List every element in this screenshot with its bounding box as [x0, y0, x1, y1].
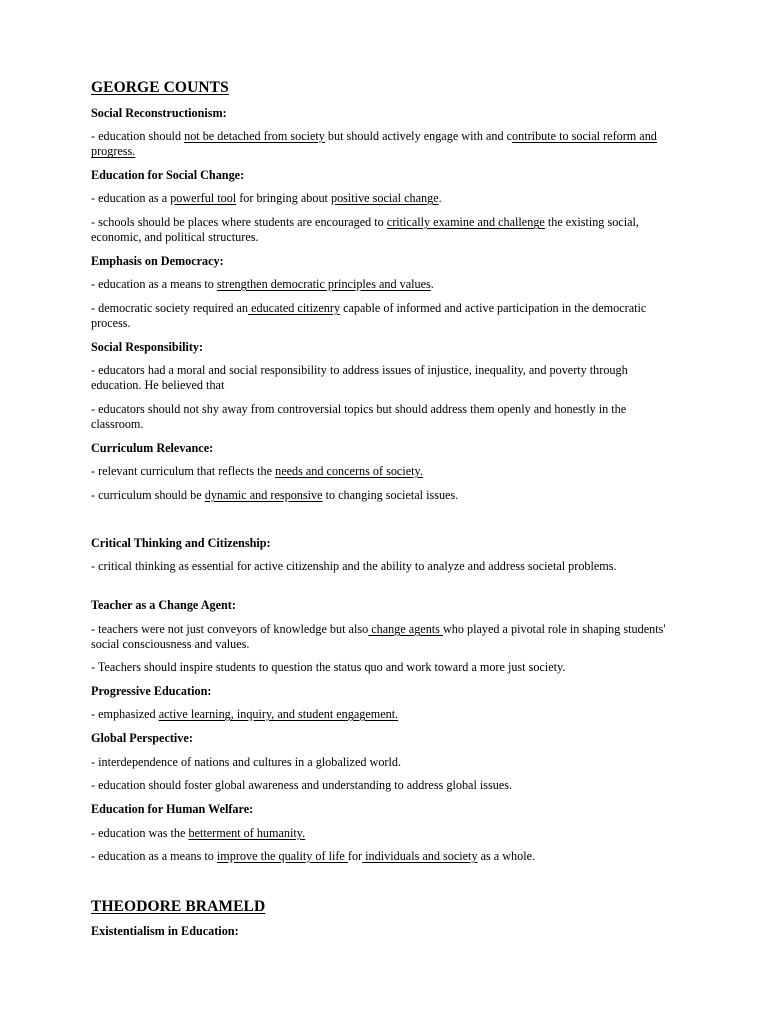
point-progressive-education-1 [91, 707, 681, 722]
point-change-agent-1 [91, 622, 681, 652]
text-run: for bringing about [236, 191, 331, 205]
point-social-change-2 [91, 215, 681, 245]
underlined-text: not be detached from society [184, 129, 325, 143]
topic-title-human-welfare: Education for Human Welfare: [91, 802, 254, 816]
topic-title-change-agent: Teacher as a Change Agent: [91, 598, 236, 612]
text-run: . [438, 191, 442, 205]
text-run: but should actively engage with and c [324, 129, 513, 143]
underlined-text: needs and concerns of society. [275, 464, 423, 478]
underlined-text: individuals and society [362, 849, 478, 863]
text-run: the existing social, economic, and political structures. [91, 215, 639, 245]
text-run: - teachers were not just conveyors of knowledge but also [91, 622, 369, 636]
point-social-responsibility-1 [91, 363, 681, 393]
point-curriculum-relevance-2 [91, 488, 681, 503]
underlined-text: strengthen democratic principles and values [216, 277, 431, 291]
text-run: - education should [91, 129, 185, 143]
text-run: - education should foster global awareness and understanding to address global issues. [91, 778, 513, 792]
topic-title-social-change: Education for Social Change: [91, 168, 245, 182]
topic-title-social-responsibility: Social Responsibility: [91, 340, 204, 354]
underlined-text: educated citizenry [248, 301, 341, 315]
text-run: - relevant curriculum that reflects the [91, 464, 276, 478]
text-run: as a whole. [477, 849, 536, 863]
topic-title-social-reconstructionism: Social Reconstructionism: [91, 106, 227, 120]
point-democracy-1 [91, 277, 681, 292]
text-run: - education was the [91, 826, 189, 840]
text-run: - critical thinking as essential for active citizenship and the ability to analyze and address societal problems. [91, 559, 617, 573]
text-run: - democratic society required an [91, 301, 249, 315]
topic-title-curriculum-relevance: Curriculum Relevance: [91, 441, 214, 455]
point-critical-thinking-1 [91, 559, 681, 574]
text-run: for [347, 849, 363, 863]
text-run: capable of informed and active participation in the democratic process. [91, 301, 647, 331]
point-human-welfare-2 [91, 849, 681, 864]
point-change-agent-2 [91, 660, 681, 675]
underlined-text: ontribute to social reform and progress. [91, 129, 657, 159]
text-run: - curriculum should be [91, 488, 205, 502]
topic-title-global-perspective: Global Perspective: [91, 731, 193, 745]
underlined-text: active learning, inquiry, and student engagement. [158, 707, 399, 721]
topic-title-critical-thinking: Critical Thinking and Citizenship: [91, 536, 271, 550]
underlined-text: dynamic and responsive [204, 488, 323, 502]
point-social-reconstructionism-1 [91, 129, 681, 159]
text-run: - education as a [91, 191, 171, 205]
text-run: - educators should not shy away from controversial topics but should address them openly and honestly in the classroom. [91, 402, 627, 432]
topic-title-progressive-education: Progressive Education: [91, 684, 212, 698]
text-run: - education as a means to [91, 277, 217, 291]
text-run: who played a pivotal role in shaping students' social consciousness and values. [91, 622, 666, 652]
text-run: - schools should be places where students are encouraged to [91, 215, 387, 229]
point-global-perspective-2 [91, 778, 681, 793]
point-human-welfare-1 [91, 826, 681, 841]
text-run: . [430, 277, 434, 291]
text-run: - educators had a moral and social responsibility to address issues of injustice, inequality, and poverty through education. He believed that [91, 363, 628, 393]
underlined-text: powerful tool [170, 191, 237, 205]
point-democracy-2 [91, 301, 681, 331]
text-run: - Teachers should inspire students to question the status quo and work toward a more just society. [91, 660, 566, 674]
topic-title-existentialism: Existentialism in Education: [91, 924, 239, 938]
underlined-text: change agents [368, 622, 443, 636]
underlined-text: critically examine and challenge [386, 215, 545, 229]
section-heading-brameld: THEODORE BRAMELD [91, 898, 266, 915]
text-run: - emphasized [91, 707, 159, 721]
topic-title-democracy: Emphasis on Democracy: [91, 254, 224, 268]
point-social-change-1 [91, 191, 681, 206]
underlined-text: improve the quality of life [216, 849, 348, 863]
underlined-text: positive social change [330, 191, 439, 205]
point-global-perspective-1 [91, 755, 681, 770]
point-curriculum-relevance-1 [91, 464, 681, 479]
text-run: - education as a means to [91, 849, 217, 863]
text-run: to changing societal issues. [322, 488, 459, 502]
text-run: - interdependence of nations and cultures in a globalized world. [91, 755, 401, 769]
point-social-responsibility-2 [91, 402, 681, 432]
underlined-text: betterment of humanity. [188, 826, 306, 840]
section-heading-counts: GEORGE COUNTS [91, 79, 229, 96]
